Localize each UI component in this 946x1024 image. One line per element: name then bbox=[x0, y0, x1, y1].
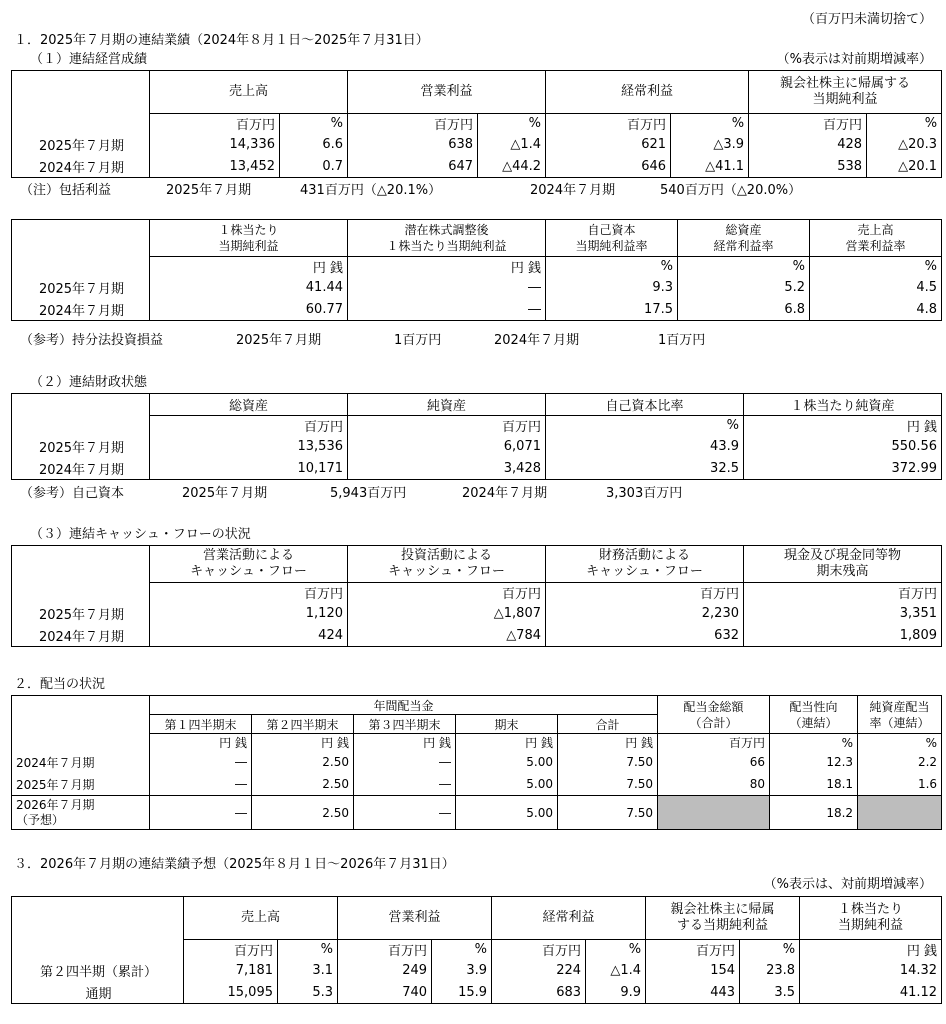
cell: △1,807 bbox=[348, 602, 546, 624]
cell: 17.5 bbox=[546, 298, 678, 321]
cell: 632 bbox=[546, 624, 744, 647]
header-doe: 純資産配当 率（連結） bbox=[858, 696, 942, 734]
unit: 百万円 bbox=[338, 940, 432, 960]
note-fy2024-value: 540百万円（△20.0%） bbox=[660, 183, 802, 198]
financial-position-table bbox=[11, 393, 942, 480]
header-sales: 売上高 bbox=[150, 71, 348, 114]
note-comprehensive-income-label: （注）包括利益 bbox=[20, 183, 112, 198]
cell: 2.50 bbox=[252, 751, 354, 773]
header-operating-cf: 営業活動による キャッシュ・フロー bbox=[150, 546, 348, 583]
cell: ― bbox=[348, 276, 546, 298]
cell: 154 bbox=[646, 959, 740, 981]
cell: 428 bbox=[749, 133, 867, 155]
cell: 621 bbox=[546, 133, 671, 155]
unit: % bbox=[740, 940, 800, 960]
header-net-income: 親会社株主に帰属する 当期純利益 bbox=[749, 71, 942, 114]
header-roa: 総資産 経常利益率 bbox=[678, 220, 810, 257]
unit: 円 銭 bbox=[150, 257, 348, 277]
row-label: 2024年７月期 bbox=[12, 624, 150, 647]
cell: 13,536 bbox=[150, 435, 348, 457]
unit: 円 銭 bbox=[348, 257, 546, 277]
row-label: 2025年７月期 bbox=[12, 602, 150, 624]
table-row bbox=[12, 796, 942, 830]
header-total-assets: 総資産 bbox=[150, 394, 348, 416]
unit: 百万円 bbox=[646, 940, 740, 960]
unit: % bbox=[278, 940, 338, 960]
table-row bbox=[12, 773, 942, 796]
cell: 538 bbox=[749, 155, 867, 178]
header-ordinary-income: 経常利益 bbox=[492, 897, 646, 940]
cell: ― bbox=[150, 796, 252, 830]
cell: 4.8 bbox=[810, 298, 942, 321]
cell: 14.32 bbox=[800, 959, 942, 981]
cell: 2.2 bbox=[858, 751, 942, 773]
cell: ― bbox=[354, 796, 456, 830]
unit: % bbox=[867, 114, 942, 134]
cell: 7.50 bbox=[558, 796, 658, 830]
header-total: 合計 bbox=[558, 715, 658, 734]
unit: 円 銭 bbox=[150, 734, 252, 752]
unit: 円 銭 bbox=[252, 734, 354, 752]
unit: % bbox=[586, 940, 646, 960]
forecast-pct-note: （%表示は、対前期増減率） bbox=[763, 877, 932, 892]
header-operating-margin: 売上高 営業利益率 bbox=[810, 220, 942, 257]
row-label: 2025年７月期 bbox=[12, 276, 150, 298]
cell: 5.00 bbox=[456, 796, 558, 830]
unit: 百万円 bbox=[150, 583, 348, 603]
header-roe: 自己資本 当期純利益率 bbox=[546, 220, 678, 257]
cell: 41.44 bbox=[150, 276, 348, 298]
row-label: 通期 bbox=[12, 981, 184, 1004]
unit: 百万円 bbox=[348, 416, 546, 436]
unit: % bbox=[432, 940, 492, 960]
cell: 5.00 bbox=[456, 773, 558, 796]
cell: 7.50 bbox=[558, 751, 658, 773]
header-net-income: 親会社株主に帰属 する当期純利益 bbox=[646, 897, 800, 940]
cell: 3.5 bbox=[740, 981, 800, 1004]
unit: % bbox=[810, 257, 942, 277]
header-financing-cf: 財務活動による キャッシュ・フロー bbox=[546, 546, 744, 583]
table-row bbox=[12, 435, 942, 457]
header-q2: 第２四半期末 bbox=[252, 715, 354, 734]
subsection3-title: （３）連結キャッシュ・フローの状況 bbox=[30, 527, 251, 542]
unit: 百万円 bbox=[744, 583, 942, 603]
note-fy2025: 2025年７月期 bbox=[182, 486, 268, 501]
unit: 百万円 bbox=[658, 734, 770, 752]
cash-flow-table bbox=[11, 545, 942, 647]
cell: ― bbox=[354, 751, 456, 773]
header-year-end: 期末 bbox=[456, 715, 558, 734]
section2-title: ２．配当の状況 bbox=[14, 677, 106, 692]
cell: 249 bbox=[338, 959, 432, 981]
subsection1-title: （１）連結経営成績 bbox=[30, 52, 148, 67]
unit: 百万円 bbox=[184, 940, 278, 960]
cell: 5.00 bbox=[456, 751, 558, 773]
header-sales: 売上高 bbox=[184, 897, 338, 940]
cell: 740 bbox=[338, 981, 432, 1004]
unit: 円 銭 bbox=[800, 940, 942, 960]
section1-title: １．2025年７月期の連結業績（2024年８月１日～2025年７月31日） bbox=[14, 33, 429, 48]
table-row bbox=[12, 276, 942, 298]
table-row bbox=[12, 751, 942, 773]
cell: 4.5 bbox=[810, 276, 942, 298]
header-net-assets: 純資産 bbox=[348, 394, 546, 416]
header-eps: １株当たり 当期純利益 bbox=[150, 220, 348, 257]
header-total-dividend: 配当金総額 （合計） bbox=[658, 696, 770, 734]
cell: 550.56 bbox=[744, 435, 942, 457]
unit: 百万円 bbox=[749, 114, 867, 134]
cell: 41.12 bbox=[800, 981, 942, 1004]
table-row bbox=[12, 624, 942, 647]
note-fy2024: 2024年７月期 bbox=[462, 486, 548, 501]
table-row bbox=[12, 602, 942, 624]
note-fy2024-value: 3,303百万円 bbox=[606, 486, 683, 501]
header-investing-cf: 投資活動による キャッシュ・フロー bbox=[348, 546, 546, 583]
unit: 円 銭 bbox=[744, 416, 942, 436]
cell: 13,452 bbox=[150, 155, 280, 178]
header-cash-end: 現金及び現金同等物 期末残高 bbox=[744, 546, 942, 583]
cell: 0.7 bbox=[280, 155, 348, 178]
cell: △1.4 bbox=[478, 133, 546, 155]
cell: 3,428 bbox=[348, 457, 546, 480]
header-q3: 第３四半期末 bbox=[354, 715, 456, 734]
cell: 14,336 bbox=[150, 133, 280, 155]
note-fy2025-value: 5,943百万円 bbox=[330, 486, 407, 501]
cell: △20.1 bbox=[867, 155, 942, 178]
cell: △20.3 bbox=[867, 133, 942, 155]
header-diluted-eps: 潜在株式調整後 １株当たり当期純利益 bbox=[348, 220, 546, 257]
note-fy2024-value: 1百万円 bbox=[658, 333, 706, 348]
dividend-table bbox=[11, 695, 942, 830]
cell: 6.6 bbox=[280, 133, 348, 155]
unit: 百万円 bbox=[150, 114, 280, 134]
cell: 2.50 bbox=[252, 773, 354, 796]
table-row bbox=[12, 298, 942, 321]
cell: 638 bbox=[348, 133, 478, 155]
cell: 6,071 bbox=[348, 435, 546, 457]
cell: 43.9 bbox=[546, 435, 744, 457]
unit: 円 銭 bbox=[354, 734, 456, 752]
header-operating-income: 営業利益 bbox=[348, 71, 546, 114]
cell: 2.50 bbox=[252, 796, 354, 830]
unit-note: （百万円未満切捨て） bbox=[801, 12, 932, 27]
row-label: 2025年７月期 bbox=[12, 773, 150, 796]
cell: 23.8 bbox=[740, 959, 800, 981]
cell: △3.9 bbox=[671, 133, 749, 155]
cell: 5.2 bbox=[678, 276, 810, 298]
cell: ― bbox=[354, 773, 456, 796]
cell: 683 bbox=[492, 981, 586, 1004]
cell: ― bbox=[348, 298, 546, 321]
note-fy2025-value: 1百万円 bbox=[394, 333, 442, 348]
cell: △41.1 bbox=[671, 155, 749, 178]
unit: % bbox=[671, 114, 749, 134]
cell: 424 bbox=[150, 624, 348, 647]
unit: 百万円 bbox=[492, 940, 586, 960]
cell: 15,095 bbox=[184, 981, 278, 1004]
header-equity-ratio: 自己資本比率 bbox=[546, 394, 744, 416]
row-label: 2025年７月期 bbox=[12, 435, 150, 457]
cell: 60.77 bbox=[150, 298, 348, 321]
cell: 1,809 bbox=[744, 624, 942, 647]
unit: % bbox=[858, 734, 942, 752]
cell: △44.2 bbox=[478, 155, 546, 178]
unit: % bbox=[770, 734, 858, 752]
cell: ― bbox=[150, 773, 252, 796]
row-label: 第２四半期（累計） bbox=[12, 959, 184, 981]
unit: % bbox=[546, 416, 744, 436]
row-label: 2024年７月期 bbox=[12, 155, 150, 178]
table-row bbox=[12, 981, 942, 1004]
row-label: 2024年７月期 bbox=[12, 457, 150, 480]
cell: 224 bbox=[492, 959, 586, 981]
unit: 百万円 bbox=[546, 114, 671, 134]
cell: ― bbox=[150, 751, 252, 773]
table-row bbox=[12, 959, 942, 981]
cell: 18.1 bbox=[770, 773, 858, 796]
unit: 百万円 bbox=[348, 114, 478, 134]
row-label: 2026年７月期 （予想） bbox=[12, 796, 150, 830]
header-annual-dividend: 年間配当金 bbox=[150, 696, 658, 715]
cell: 1,120 bbox=[150, 602, 348, 624]
unit: 円 銭 bbox=[558, 734, 658, 752]
unit: % bbox=[678, 257, 810, 277]
cell bbox=[858, 796, 942, 830]
cell: 80 bbox=[658, 773, 770, 796]
cell: 66 bbox=[658, 751, 770, 773]
cell bbox=[658, 796, 770, 830]
subsection2-title: （２）連結財政状態 bbox=[30, 375, 148, 390]
cell: 9.3 bbox=[546, 276, 678, 298]
header-operating-income: 営業利益 bbox=[338, 897, 492, 940]
note-fy2025-value: 431百万円（△20.1%） bbox=[300, 183, 442, 198]
pct-note: （%表示は対前期増減率） bbox=[776, 52, 932, 67]
cell: 10,171 bbox=[150, 457, 348, 480]
note-fy2025: 2025年７月期 bbox=[166, 183, 252, 198]
cell: 5.3 bbox=[278, 981, 338, 1004]
cell: △784 bbox=[348, 624, 546, 647]
unit: % bbox=[478, 114, 546, 134]
cell: 647 bbox=[348, 155, 478, 178]
header-payout-ratio: 配当性向 （連結） bbox=[770, 696, 858, 734]
table-row bbox=[12, 457, 942, 480]
cell: 3.1 bbox=[278, 959, 338, 981]
cell: 646 bbox=[546, 155, 671, 178]
cell: 1.6 bbox=[858, 773, 942, 796]
cell: 443 bbox=[646, 981, 740, 1004]
table-row bbox=[12, 133, 942, 155]
note-fy2024: 2024年７月期 bbox=[494, 333, 580, 348]
cell: 12.3 bbox=[770, 751, 858, 773]
unit: 百万円 bbox=[546, 583, 744, 603]
cell: 6.8 bbox=[678, 298, 810, 321]
note-fy2024: 2024年７月期 bbox=[530, 183, 616, 198]
cell: 2,230 bbox=[546, 602, 744, 624]
unit: 円 銭 bbox=[456, 734, 558, 752]
section3-title: ３．2026年７月期の連結業績予想（2025年８月１日～2026年７月31日） bbox=[14, 857, 455, 872]
cell: 32.5 bbox=[546, 457, 744, 480]
operating-results-table bbox=[11, 70, 942, 178]
header-q1: 第１四半期末 bbox=[150, 715, 252, 734]
note-equity-label: （参考）自己資本 bbox=[20, 486, 125, 501]
per-share-table bbox=[11, 219, 942, 321]
row-label: 2024年７月期 bbox=[12, 751, 150, 773]
unit: % bbox=[280, 114, 348, 134]
unit: 百万円 bbox=[348, 583, 546, 603]
row-label: 2024年７月期 bbox=[12, 298, 150, 321]
header-bps: １株当たり純資産 bbox=[744, 394, 942, 416]
table-row bbox=[12, 155, 942, 178]
header-eps: １株当たり 当期純利益 bbox=[800, 897, 942, 940]
forecast-table bbox=[11, 896, 942, 1004]
cell: 7.50 bbox=[558, 773, 658, 796]
note-equity-method-label: （参考）持分法投資損益 bbox=[20, 333, 164, 348]
unit: % bbox=[546, 257, 678, 277]
cell: 3,351 bbox=[744, 602, 942, 624]
cell: 3.9 bbox=[432, 959, 492, 981]
row-label: 2025年７月期 bbox=[12, 133, 150, 155]
cell: 15.9 bbox=[432, 981, 492, 1004]
cell: 9.9 bbox=[586, 981, 646, 1004]
note-fy2025: 2025年７月期 bbox=[236, 333, 322, 348]
header-ordinary-income: 経常利益 bbox=[546, 71, 749, 114]
cell: 372.99 bbox=[744, 457, 942, 480]
cell: △1.4 bbox=[586, 959, 646, 981]
cell: 18.2 bbox=[770, 796, 858, 830]
cell: 7,181 bbox=[184, 959, 278, 981]
unit: 百万円 bbox=[150, 416, 348, 436]
